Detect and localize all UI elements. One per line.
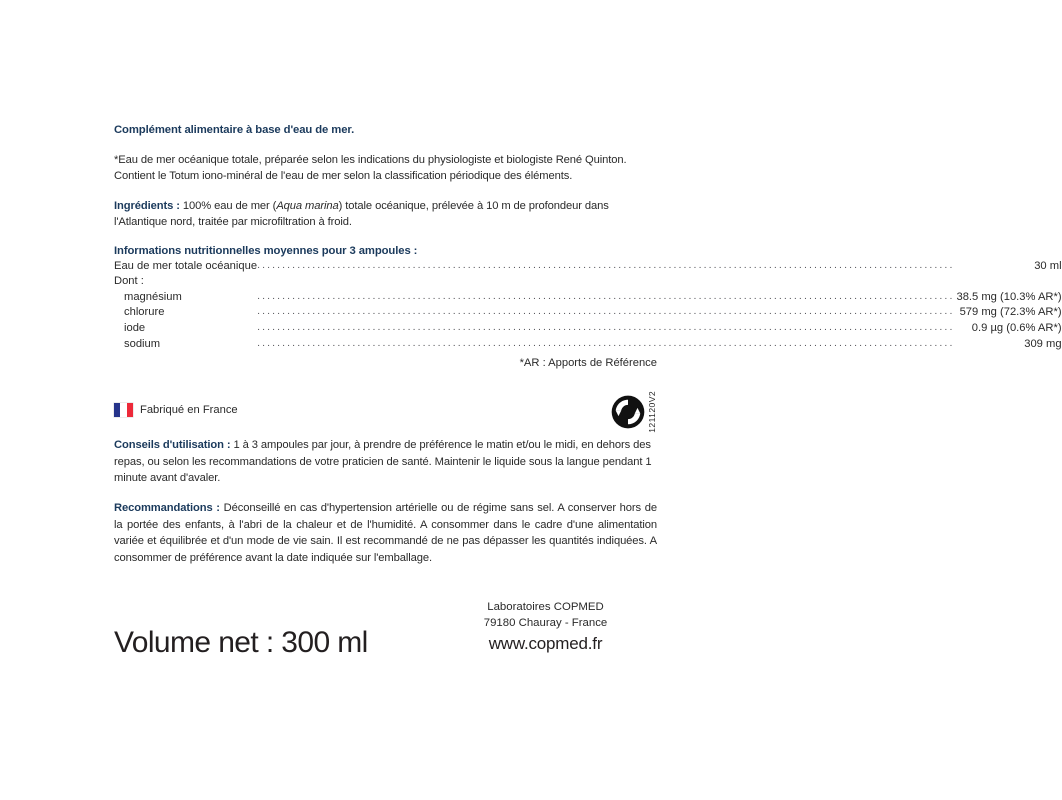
french-flag-icon (114, 403, 133, 417)
ingredients-text-after: ) totale océanique, prélevée à 10 m de profondeur dans l'Atlantique nord, traitée par microfiltration à froid. (114, 199, 609, 229)
made-in-france-label: Fabriqué en France (140, 404, 238, 417)
spacer (114, 185, 657, 198)
recommendations-text: Déconseillé en cas d'hypertension artérielle ou de régime sans sel. A conserver hors de la portée des enfants, à l'abri de la chaleur et de l'humidité. A consommer dans le cadre d'une alimentation variée et équilibrée et d'un mode de vie sain. Il est recommandé de ne pas dépasser les quantités indiquées. A consommer de préférence avant la date indiquée sur l'emballage. (114, 502, 657, 564)
nutrition-row (114, 290, 1062, 306)
company-website: www.copmed.fr (488, 634, 603, 653)
nutrition-title: Informations nutritionnelles moyennes pour 3 ampoules : (114, 244, 418, 257)
nutrition-row (114, 321, 1062, 337)
green-dot-recycling-icon (611, 395, 645, 429)
nutrition-table (114, 259, 1062, 353)
usage-advice-paragraph (114, 437, 657, 486)
spacer (114, 486, 657, 500)
nutrition-row-leader (257, 274, 954, 290)
nutrition-row-value: 0.9 µg (0.6% AR*) (971, 322, 1062, 334)
company-name: Laboratoires COPMED (487, 601, 604, 613)
spacer (114, 136, 657, 152)
nutrition-row-name: sodium (124, 337, 161, 350)
label-headline: Complément alimentaire à base d'eau de mer. (114, 124, 355, 136)
ingredients-text-before: 100% eau de mer ( (179, 199, 277, 212)
ar-reference-note: *AR : Apports de Référence (519, 357, 657, 370)
nutrition-row-name: Eau de mer totale océanique (114, 259, 258, 272)
nutrition-row-name: iode (124, 322, 146, 334)
usage-advice-label: Conseils d'utilisation : (114, 439, 231, 452)
ingredients-paragraph (114, 198, 657, 231)
nutrition-row-value: 30 ml (1034, 259, 1062, 272)
recommendations-label: Recommandations : (114, 502, 220, 515)
nutrition-row-leader: ........................................................................................................................................... (257, 258, 955, 271)
net-volume: Volume net : 300 ml (114, 626, 368, 659)
nutrition-row-name: chlorure (124, 306, 165, 319)
nutrition-row-leader: ........................................................................................................................................... (257, 321, 955, 333)
packaging-code: 121120V2 (647, 391, 658, 433)
product-label-content (114, 124, 1062, 566)
usage-advice-text: 1 à 3 ampoules par jour, à prendre de préférence le matin et/ou le midi, en dehors des repas, ou selon les recommandations de votre praticien de santé. Maintenir le liquide sous la langue pendant 1 minute avant d'avaler. (114, 439, 652, 484)
recommendations-paragraph (114, 500, 657, 566)
nutrition-row-value (954, 274, 1061, 290)
company-address-block (434, 600, 657, 631)
nutrition-row-value: 579 mg (72.3% AR*) (959, 306, 1062, 319)
nutrition-row (114, 337, 1062, 353)
nutrition-row-value: 38.5 mg (10.3% AR*) (956, 290, 1062, 303)
ingredients-label: Ingrédients : (114, 199, 180, 212)
nutrition-row-name: Dont : (114, 275, 144, 288)
nutrition-row-leader: ........................................................................................................................................... (257, 289, 955, 302)
nutrition-row (114, 259, 1062, 275)
nutrition-row-name: magnésium (124, 290, 182, 303)
spacer (114, 231, 657, 245)
nutrition-row-leader: ........................................................................................................................................... (257, 305, 955, 318)
nutrition-row (114, 305, 1062, 321)
company-address: 79180 Chauray - France (483, 616, 608, 629)
source-footnote-paragraph: *Eau de mer océanique totale, préparée selon les indications du physiologiste et biologiste René Quinton. Contient le Totum iono-minéral de l'eau de mer selon la classification périodique des éléments. (114, 154, 627, 183)
made-in-france-block (114, 403, 238, 417)
origin-recycling-row (114, 391, 657, 437)
nutrition-row-value: 309 mg (1024, 337, 1062, 350)
nutrition-row (114, 274, 1062, 290)
nutrition-row-leader: ........................................................................................................................................... (257, 336, 955, 349)
recycling-block (611, 391, 657, 433)
ingredients-latin-name: Aqua marina (276, 199, 339, 212)
nutrition-table-body (114, 259, 1062, 353)
